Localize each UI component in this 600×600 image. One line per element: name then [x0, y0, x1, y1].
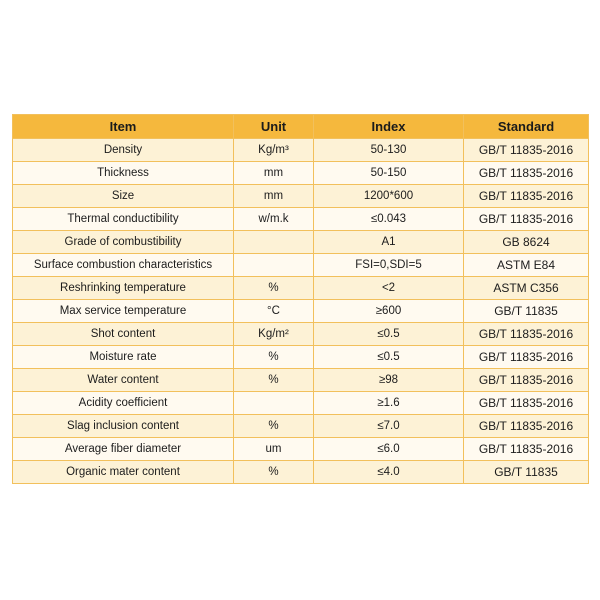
cell-index: <2	[314, 277, 464, 300]
cell-standard: GB/T 11835-2016	[464, 415, 589, 438]
cell-standard: GB/T 11835-2016	[464, 438, 589, 461]
cell-item: Thickness	[13, 162, 234, 185]
specification-table	[12, 114, 589, 484]
cell-standard: GB 8624	[464, 231, 589, 254]
table-row	[13, 162, 589, 185]
cell-index: ≥600	[314, 300, 464, 323]
cell-index: ≤4.0	[314, 461, 464, 484]
cell-index: ≤0.5	[314, 346, 464, 369]
cell-unit: %	[234, 369, 314, 392]
cell-unit: w/m.k	[234, 208, 314, 231]
cell-standard: ASTM E84	[464, 254, 589, 277]
cell-index: ≤6.0	[314, 438, 464, 461]
cell-index: A1	[314, 231, 464, 254]
table-row	[13, 392, 589, 415]
table-header-row	[13, 115, 589, 139]
cell-standard: GB/T 11835-2016	[464, 346, 589, 369]
cell-standard: GB/T 11835	[464, 461, 589, 484]
cell-standard: GB/T 11835-2016	[464, 369, 589, 392]
table-row	[13, 323, 589, 346]
cell-item: Surface combustion characteristics	[13, 254, 234, 277]
table-row	[13, 461, 589, 484]
cell-item: Organic mater content	[13, 461, 234, 484]
table-row	[13, 139, 589, 162]
table-row	[13, 208, 589, 231]
cell-item: Size	[13, 185, 234, 208]
table-row	[13, 254, 589, 277]
cell-standard: GB/T 11835-2016	[464, 392, 589, 415]
cell-item: Thermal conductibility	[13, 208, 234, 231]
cell-index: 1200*600	[314, 185, 464, 208]
cell-unit	[234, 231, 314, 254]
cell-unit: %	[234, 461, 314, 484]
table-row	[13, 369, 589, 392]
cell-standard: GB/T 11835-2016	[464, 185, 589, 208]
table-row	[13, 415, 589, 438]
cell-unit: mm	[234, 162, 314, 185]
cell-standard: GB/T 11835-2016	[464, 323, 589, 346]
cell-index: 50-130	[314, 139, 464, 162]
table-row	[13, 300, 589, 323]
cell-item: Density	[13, 139, 234, 162]
cell-standard: ASTM C356	[464, 277, 589, 300]
cell-item: Reshrinking temperature	[13, 277, 234, 300]
table-row	[13, 231, 589, 254]
table-row	[13, 346, 589, 369]
cell-index: 50-150	[314, 162, 464, 185]
cell-item: Grade of combustibility	[13, 231, 234, 254]
cell-item: Average fiber diameter	[13, 438, 234, 461]
table-row	[13, 185, 589, 208]
cell-unit: %	[234, 346, 314, 369]
cell-unit: mm	[234, 185, 314, 208]
cell-index: ≥1.6	[314, 392, 464, 415]
cell-index: ≤7.0	[314, 415, 464, 438]
cell-standard: GB/T 11835-2016	[464, 162, 589, 185]
cell-index: ≥98	[314, 369, 464, 392]
cell-unit: Kg/m²	[234, 323, 314, 346]
cell-unit	[234, 392, 314, 415]
header-unit: Unit	[234, 115, 314, 139]
cell-standard: GB/T 11835	[464, 300, 589, 323]
table-row	[13, 438, 589, 461]
header-index: Index	[314, 115, 464, 139]
table-row	[13, 277, 589, 300]
cell-item: Water content	[13, 369, 234, 392]
cell-standard: GB/T 11835-2016	[464, 208, 589, 231]
header-standard: Standard	[464, 115, 589, 139]
cell-item: Max service temperature	[13, 300, 234, 323]
cell-unit: %	[234, 415, 314, 438]
cell-index: ≤0.043	[314, 208, 464, 231]
cell-unit: Kg/m³	[234, 139, 314, 162]
cell-item: Shot content	[13, 323, 234, 346]
cell-unit	[234, 254, 314, 277]
cell-standard: GB/T 11835-2016	[464, 139, 589, 162]
cell-unit: °C	[234, 300, 314, 323]
cell-unit: %	[234, 277, 314, 300]
cell-item: Slag inclusion content	[13, 415, 234, 438]
header-item: Item	[13, 115, 234, 139]
cell-unit: um	[234, 438, 314, 461]
cell-index: ≤0.5	[314, 323, 464, 346]
cell-item: Acidity coefficient	[13, 392, 234, 415]
cell-item: Moisture rate	[13, 346, 234, 369]
cell-index: FSI=0,SDI=5	[314, 254, 464, 277]
